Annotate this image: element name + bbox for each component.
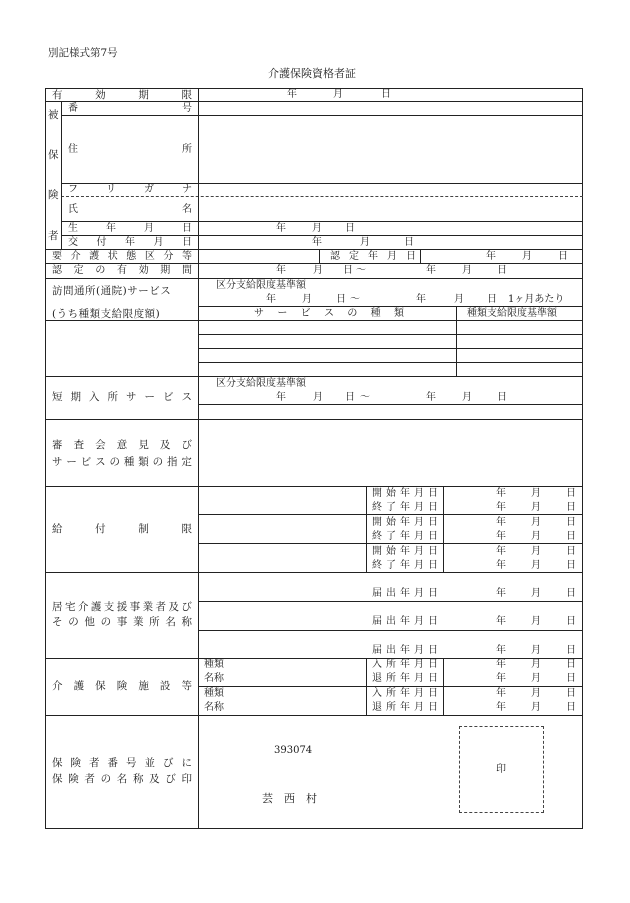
type-label: 種類 [204,659,224,670]
start-date-label: 開 始 年 月 日 [372,546,438,557]
insurer-name: 芸 西 村 [262,792,317,805]
day: 日 [336,294,346,305]
seal-label: 印 [496,764,506,775]
short-stay-label: 短 期 入 所 サ ー ビ ス [52,391,192,403]
month: 月 [333,89,343,100]
visit-sub-label: (うち種類支給限度額) [52,308,161,320]
hline [45,486,583,487]
type-label: 種類 [204,688,224,699]
end-date-label: 終 了 年 月 日 [372,502,438,513]
vline [198,88,199,829]
per-month: 1ヶ月あたり [508,294,565,305]
leave-date-label: 退 所 年 月 日 [372,673,438,684]
start-date-label: 開 始 年 月 日 [372,488,438,499]
number-label: 番 号 [68,103,192,114]
year: 年 [287,89,297,100]
month: 月 [462,265,472,276]
tilde: ～ [356,265,366,276]
insured-char: 険 [48,189,59,201]
limit-std-label: 区分支給限度基準額 [216,280,306,291]
hline-dashed [61,196,583,197]
year: 年 [266,294,276,305]
date-ymd: 年 月 日 [496,546,576,557]
year: 年 [312,237,322,248]
vline [443,486,444,572]
vline [61,101,62,249]
cert-date-label: 認 定 年 月 日 [330,251,416,262]
hline [61,221,583,222]
insurer-label-1: 保 険 者 番 号 並 び に [52,757,192,769]
home-care-label-2: そ の 他 の 事 業 所 名 称 [52,616,192,628]
hline [198,514,583,515]
date-ymd: 年 月 日 [496,488,576,499]
hline [61,235,583,236]
insured-char: 保 [48,149,59,161]
year: 年 [276,223,286,234]
year: 年 [276,265,286,276]
day: 日 [497,265,507,276]
day: 日 [345,223,355,234]
hline [198,543,583,544]
fname-label: 名称 [204,673,224,684]
hline [198,630,583,631]
date-ymd: 年 月 日 [496,517,576,528]
month: 月 [302,294,312,305]
hline [61,183,583,184]
vline [420,249,421,263]
hline [198,306,583,307]
month: 月 [360,237,370,248]
report-date-label: 届 出 年 月 日 [372,616,438,627]
date-ymd: 年 月 日 [496,502,576,513]
name-label: 氏 名 [68,204,192,215]
day: 日 [345,392,355,403]
date-ymd: 年 月 日 [496,560,576,571]
hline [45,278,583,279]
leave-date-label: 退 所 年 月 日 [372,702,438,713]
hline [198,348,583,349]
month: 月 [313,392,323,403]
insured-char: 者 [48,230,59,242]
issue-label: 交 付 年 月 日 [68,237,192,248]
month: 月 [313,265,323,276]
hline [45,572,583,573]
vline [366,486,367,572]
fname-label: 名称 [204,702,224,713]
report-date-label: 届 出 年 月 日 [372,645,438,656]
date-ymd: 年 月 日 [496,588,576,599]
vline [443,658,444,715]
hline [198,320,583,321]
date-ymd: 年 月 日 [496,659,576,670]
year: 年 [486,251,496,262]
care-level-label: 要 介 護 状 態 区 分 等 [52,251,192,262]
year: 年 [426,392,436,403]
facility-label: 介 護 保 険 施 設 等 [52,680,192,692]
date-ymd: 年 月 日 [496,531,576,542]
hline [45,263,583,264]
kind-limit-header: 種類支給限度基準額 [467,308,557,319]
hline [198,334,583,335]
report-date-label: 届 出 年 月 日 [372,588,438,599]
hline [45,320,198,321]
date-ymd: 年 月 日 [496,673,576,684]
month: 月 [462,392,472,403]
service-kind-header: サ ー ビ ス の 種 類 [254,308,404,319]
admit-date-label: 入 所 年 月 日 [372,659,438,670]
year: 年 [426,265,436,276]
hline [198,404,583,405]
end-date-label: 終 了 年 月 日 [372,560,438,571]
date-ymd: 年 月 日 [496,645,576,656]
hline [45,715,583,716]
review-label-1: 審 査 会 意 見 及 び [52,439,192,451]
hline [45,376,583,377]
date-ymd: 年 月 日 [496,702,576,713]
address-label: 住 所 [68,144,192,155]
date-ymd: 年 月 日 [496,688,576,699]
day: 日 [558,251,568,262]
hline [45,101,583,102]
review-label-2: サ ー ビ ス の 種 類 の 指 定 [52,456,192,468]
day: 日 [381,89,391,100]
day: 日 [404,237,414,248]
hline [198,686,583,687]
day: 日 [487,294,497,305]
birth-label: 生 年 月 日 [68,223,192,234]
tilde: ～ [350,294,360,305]
furigana-label: フ リ ガ ナ [68,184,192,195]
insured-char: 被 [48,109,59,121]
form-number: 別記様式第7号 [48,47,118,59]
end-date-label: 終 了 年 月 日 [372,531,438,542]
home-care-label-1: 居 宅 介 護 支 援 事 業 者 及 び [52,601,192,613]
tilde: ～ [360,392,370,403]
hline [45,249,583,250]
admit-date-label: 入 所 年 月 日 [372,688,438,699]
vline [456,306,457,376]
visit-service-label: 訪問通所(通院)サービス [52,285,172,297]
page-title: 介護保険資格者証 [268,67,356,80]
hline [61,115,583,116]
hline [198,362,583,363]
month: 月 [312,223,322,234]
insurer-label-2: 保 険 者 の 名 称 及 び 印 [52,773,192,785]
validity-label: 有 効 期 限 [52,89,192,101]
day: 日 [343,265,353,276]
insurer-number: 393074 [274,745,313,756]
start-date-label: 開 始 年 月 日 [372,517,438,528]
month: 月 [454,294,464,305]
limit-std-label: 区分支給限度基準額 [216,378,306,389]
year: 年 [416,294,426,305]
cert-period-label: 認 定 の 有 効 期 間 [52,265,192,276]
day: 日 [497,392,507,403]
vline [319,249,320,263]
year: 年 [276,392,286,403]
month: 月 [522,251,532,262]
date-ymd: 年 月 日 [496,616,576,627]
vline [366,658,367,715]
benefit-limit-label: 給 付 制 限 [52,523,192,535]
hline [198,601,583,602]
hline [45,419,583,420]
